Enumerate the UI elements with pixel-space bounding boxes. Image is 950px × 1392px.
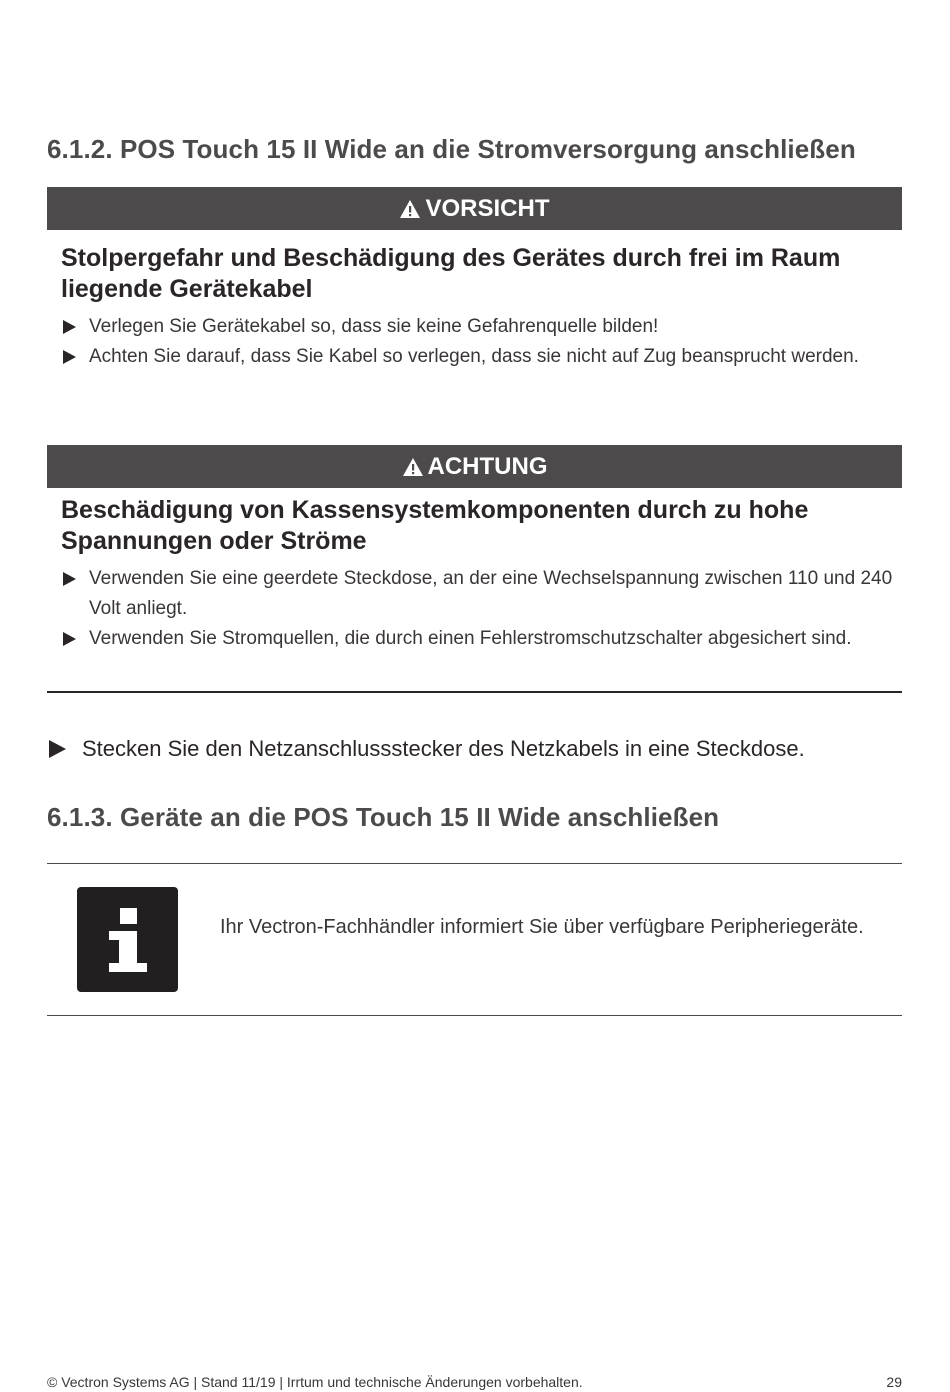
info-text: Ihr Vectron-Fachhändler informiert Sie über verfügbare Peripheriegeräte.	[220, 916, 864, 938]
notice-bottom-rule	[47, 691, 902, 693]
list-item: Verwenden Sie eine geerdete Steckdose, an der eine Wechselspannung zwischen 110 und 240 Volt anliegt.	[61, 564, 897, 624]
attention-list	[61, 564, 897, 654]
section-heading-power: 6.1.2. POS Touch 15 II Wide an die Stromversorgung anschließen	[47, 134, 856, 164]
footer-copyright: © Vectron Systems AG | Stand 11/19 | Irrtum und technische Änderungen vorbehalten.	[47, 1374, 583, 1390]
step-triangle-icon	[49, 740, 66, 758]
list-item: Achten Sie darauf, dass Sie Kabel so verlegen, dass sie nicht auf Zug beansprucht werden.	[61, 342, 897, 372]
info-icon	[77, 887, 178, 992]
warning-triangle-icon	[402, 457, 424, 477]
attention-banner	[47, 445, 902, 488]
caution-banner	[47, 187, 902, 230]
section-heading-devices: 6.1.3. Geräte an die POS Touch 15 II Wide anschließen	[47, 802, 720, 832]
caution-label: VORSICHT	[425, 194, 550, 222]
caution-list	[61, 312, 897, 372]
attention-label: ACHTUNG	[427, 452, 548, 480]
list-item: Verlegen Sie Gerätekabel so, dass sie keine Gefahrenquelle bilden!	[61, 312, 897, 342]
bullet-triangle-icon	[63, 632, 76, 646]
instruction-text: Stecken Sie den Netzanschlussstecker des Netzkabels in eine Steckdose.	[82, 736, 805, 761]
page-number: 29	[886, 1374, 902, 1390]
info-top-rule	[47, 863, 902, 864]
warning-triangle-icon	[399, 199, 421, 219]
bullet-triangle-icon	[63, 350, 76, 364]
bullet-triangle-icon	[63, 320, 76, 334]
caution-title: Stolpergefahr und Beschädigung des Gerätes durch frei im Raum liegende Gerätekabel	[61, 244, 841, 303]
bullet-triangle-icon	[63, 572, 76, 586]
list-item: Verwenden Sie Stromquellen, die durch einen Fehlerstromschutzschalter abgesichert sind.	[61, 624, 897, 654]
info-bottom-rule	[47, 1015, 902, 1016]
attention-title: Beschädigung von Kassensystemkomponenten durch zu hohe Spannungen oder Ströme	[61, 496, 809, 555]
